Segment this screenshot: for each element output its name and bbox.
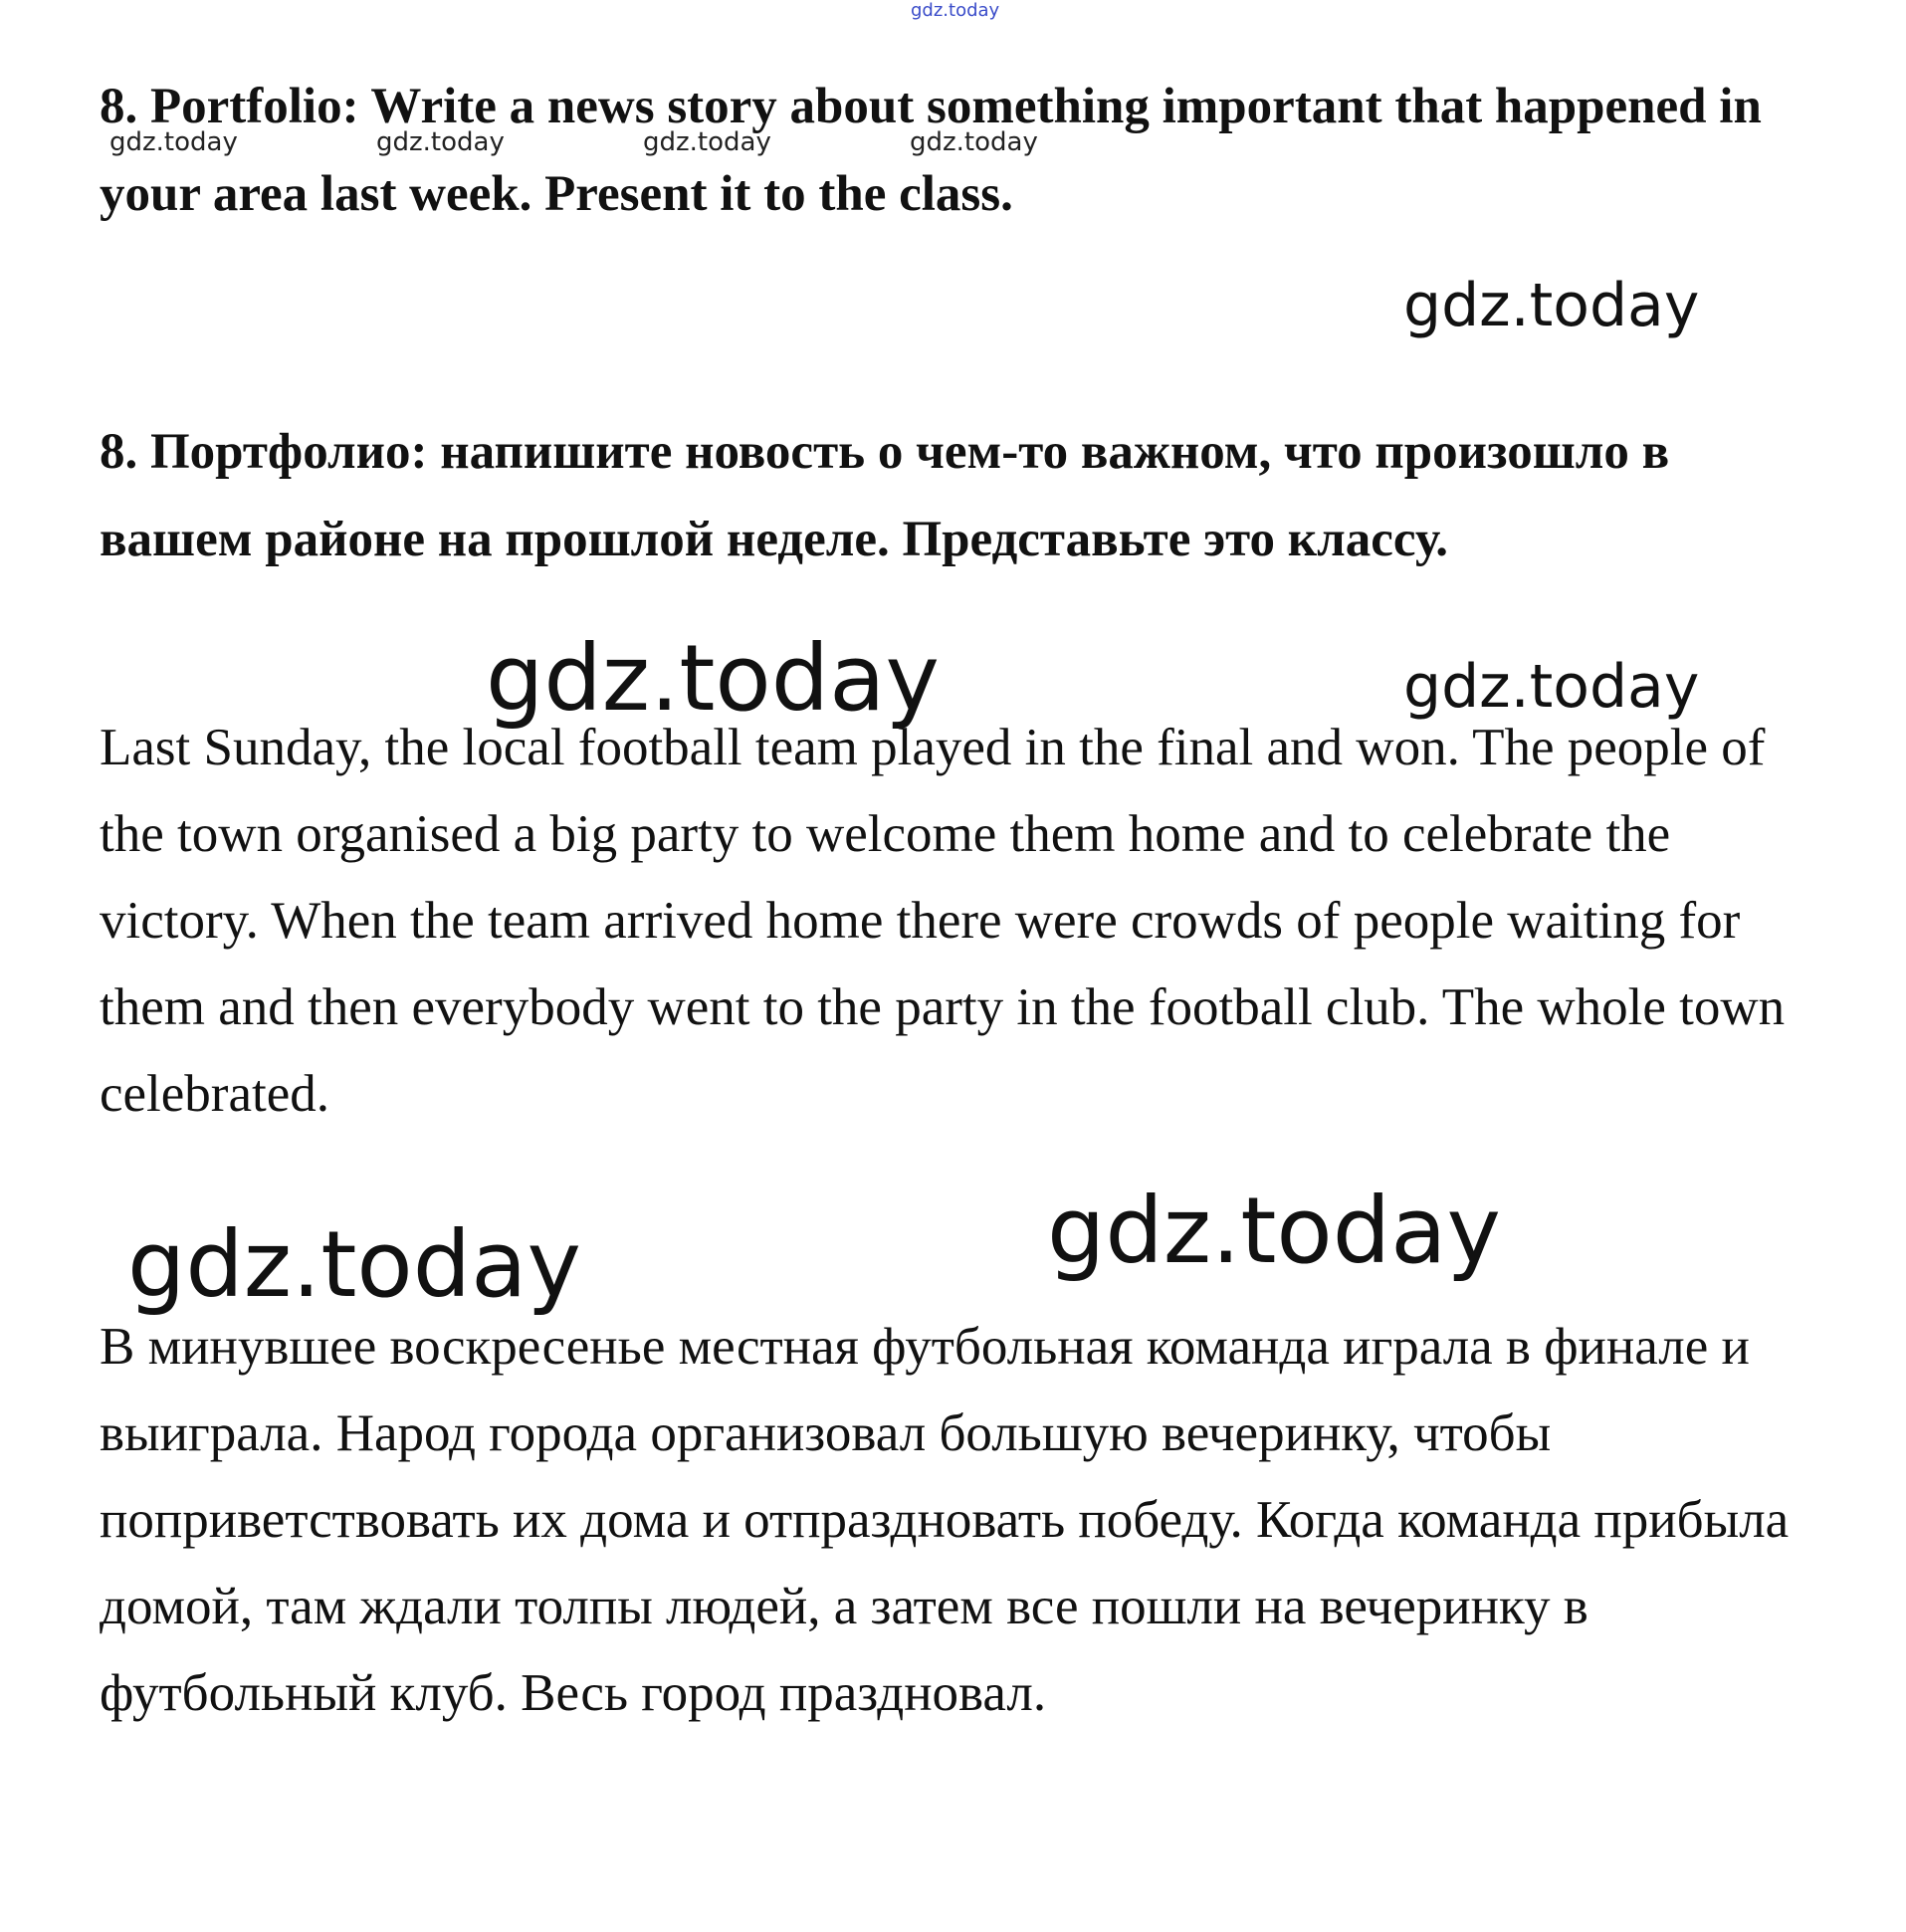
- watermark-mid-1: gdz.today: [1403, 271, 1700, 340]
- watermark-mid-2: gdz.today: [1403, 652, 1700, 722]
- watermark-big-1: gdz.today: [486, 625, 940, 732]
- watermark-small-3: gdz.today: [643, 127, 771, 157]
- watermark-big-2: gdz.today: [1047, 1178, 1501, 1284]
- task-heading-ru: 8. Портфолио: напишите новость о чем-то важном, что произошло в вашем районе на прошлой неделе. Представьте это классу.: [100, 424, 1670, 567]
- watermark-small-1: gdz.today: [109, 127, 238, 157]
- watermark-small-4: gdz.today: [910, 127, 1038, 157]
- answer-text-ru: В минувшее воскресенье местная футбольная команда играла в финале и выиграла. Народ города организовал большую вечеринку, чтобы поприветствовать их дома и отпраздновать победу. Когда команда прибыла домой, там ждали толпы людей, а затем все пошли на вечеринку в футбольный клуб. Весь город праздновал.: [100, 1318, 1790, 1722]
- watermark-small-2: gdz.today: [376, 127, 505, 157]
- watermark-top: gdz.today: [911, 0, 1000, 21]
- task-heading-en: 8. Portfolio: Write a news story about something important that happened in your area last week. Present it to the class.: [100, 79, 1762, 222]
- watermark-big-3: gdz.today: [127, 1211, 581, 1318]
- answer-text-en: Last Sunday, the local football team played in the final and won. The people of the town organised a big party to welcome them home and to celebrate the victory. When the team arrived home there were crowds of people waiting for them and then everybody went to the party in the football club. The whole town celebrated.: [100, 719, 1786, 1123]
